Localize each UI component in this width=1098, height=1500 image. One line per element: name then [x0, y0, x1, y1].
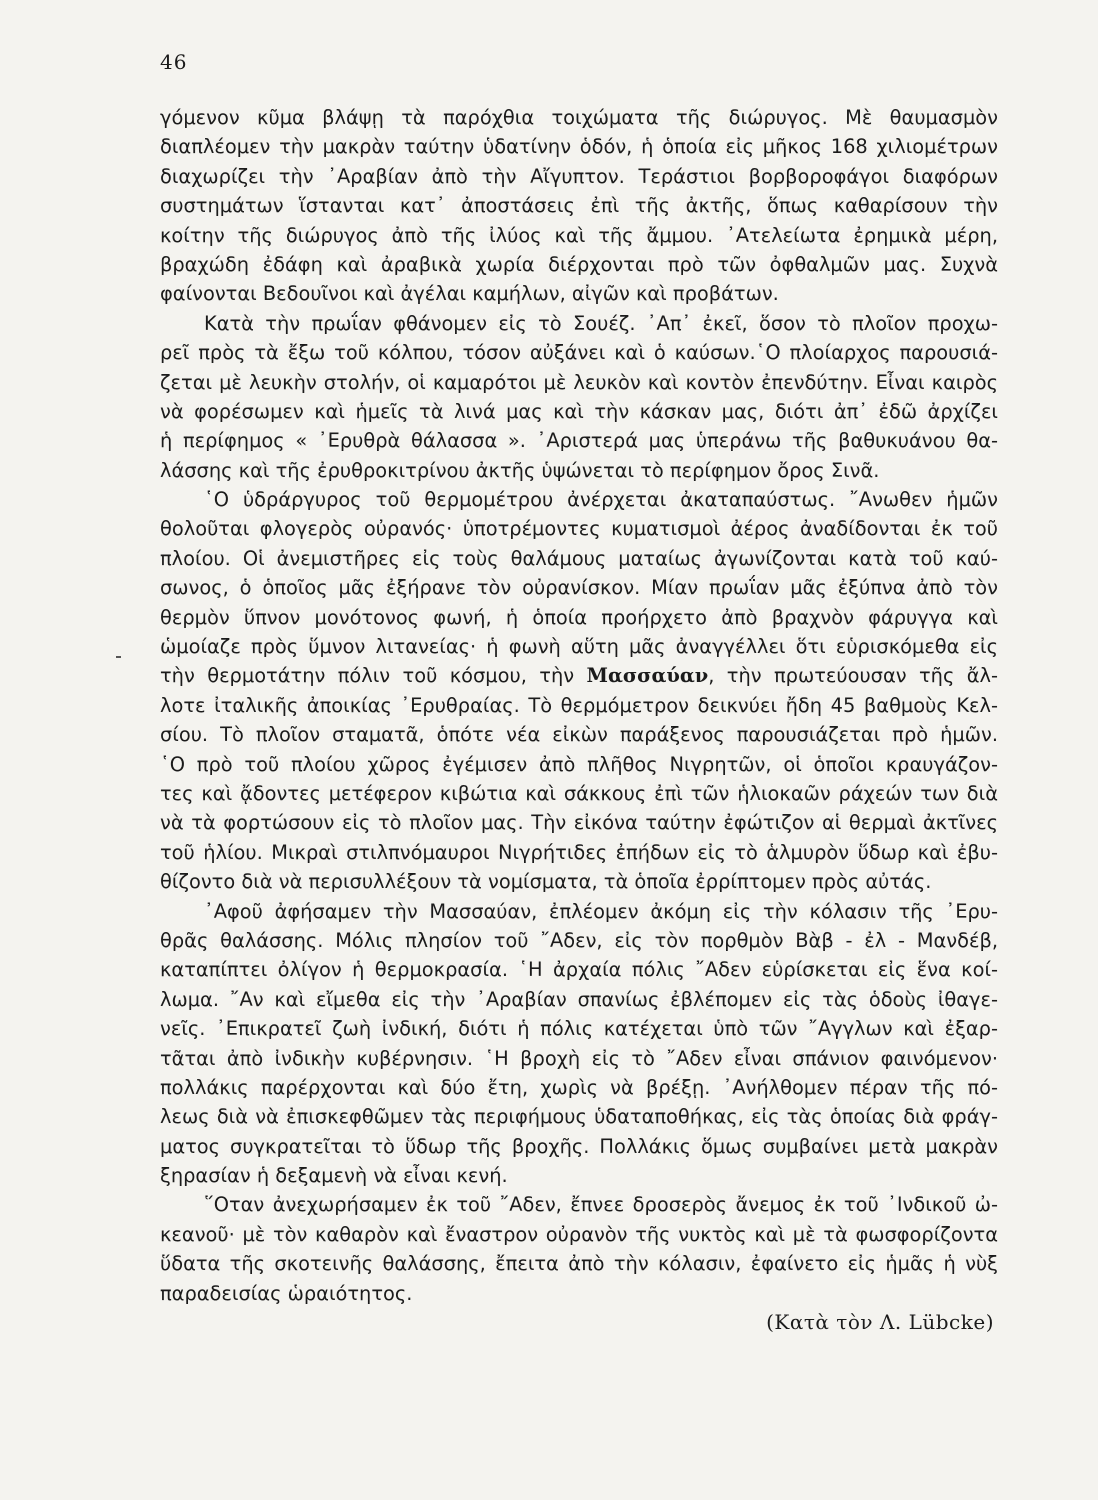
- text-line: καταπίπτει ὀλίγον ἡ θερμοκρασία. ῾Η ἀρχαία πόλις ῎Αδεν εὑρίσκεται εἰς ἕνα κοί-: [160, 958, 998, 982]
- text-line: λοτε ἰταλικῆς ἀποικίας ᾿Ερυθραίας. Τὸ θερμόμετρον δεικνύει ἤδη 45 βαθμοὺς Κελ-: [160, 693, 998, 717]
- text-line: Κατὰ τὴν πρωΐαν φθάνομεν εἰς τὸ Σουέζ. ᾿Απ᾿ ἐκεῖ, ὅσον τὸ πλοῖον προχω-: [204, 311, 998, 335]
- text-line: κοίτην τῆς διώρυγος ἀπὸ τῆς ἰλύος καὶ τῆς ἄμμου. ᾿Ατελείωτα ἐρημικὰ μέρη,: [160, 223, 998, 247]
- text-line: ὡμοίαζε πρὸς ὕμνον λιτανείας· ἡ φωνὴ αὕτη μᾶς ἀναγγέλλει ὅτι εὑρισκόμεθα εἰς: [160, 635, 998, 659]
- text-line: τοῦ ἡλίου. Μικραὶ στιλπνόμαυροι Νιγρήτιδες ἐπήδων εἰς τὸ ἁλμυρὸν ὕδωρ καὶ ἐβυ-: [160, 840, 998, 864]
- text-line: κεανοῦ· μὲ τὸν καθαρὸν καὶ ἔναστρον οὐρανὸν τῆς νυκτὸς καὶ μὲ τὰ φωσφορίζοντα: [160, 1222, 998, 1246]
- text-segment: τὴν θερμοτάτην πόλιν τοῦ κόσμου, τὴν: [160, 664, 587, 688]
- text-line: διαπλέομεν τὴν μακρὰν ταύτην ὑδατίνην ὁδόν, ἡ ὁποία εἰς μῆκος 168 χιλιομέτρων: [160, 135, 998, 159]
- text-line: θρᾶς θαλάσσης. Μόλις πλησίον τοῦ ῎Αδεν, εἰς τὸν πορθμὸν Βὰβ - ἐλ - Μανδέβ,: [160, 928, 998, 952]
- text-line: παραδεισίας ὡραιότητος.: [160, 1281, 413, 1305]
- text-line: γόμενον κῦμα βλάψῃ τὰ παρόχθια τοιχώματα τῆς διώρυγος. Μὲ θαυμασμὸν: [160, 106, 998, 129]
- text-line: νὰ τὰ φορτώσουν εἰς τὸ πλοῖον μας. Τὴν εἰκόνα ταύτην ἐφώτιζον αἱ θερμαὶ ἀκτῖνες: [160, 811, 998, 835]
- text-line: ζεται μὲ λευκὴν στολήν, οἱ καμαρότοι μὲ λευκὸν καὶ κοντὸν ἐπενδύτην. Εἶναι καιρὸς: [160, 370, 998, 394]
- text-line: ῞Οταν ἀνεχωρήσαμεν ἐκ τοῦ ῎Αδεν, ἔπνεε δροσερὸς ἄνεμος ἐκ τοῦ ᾿Ινδικοῦ ὠ-: [204, 1193, 998, 1217]
- text-line: θολοῦται φλογερὸς οὐρανός· ὑποτρέμοντες κυματισμοὶ ἀέρος ἀναδίδονται ἐκ τοῦ: [160, 517, 998, 541]
- text-line: ξηρασίαν ἡ δεξαμενὴ νὰ εἶναι κενή.: [160, 1164, 508, 1188]
- attribution: (Κατὰ τὸν Λ. Lübcke): [766, 1310, 994, 1334]
- text-line: νὰ φορέσωμεν καὶ ἡμεῖς τὰ λινά μας καὶ τὴν κάσκαν μας, διότι ἀπ᾿ ἐδῶ ἀρχίζει: [160, 399, 998, 423]
- text-line: τες καὶ ᾄδοντες μετέφερον κιβώτια καὶ σάκκους ἐπὶ τῶν ἡλιοκαῶν ράχεών των διὰ: [160, 781, 998, 805]
- text-line: συστημάτων ἵστανται κατ᾿ ἀποστάσεις ἐπὶ τῆς ἀκτῆς, ὅπως καθαρίσουν τὴν: [160, 194, 998, 218]
- text-line: φαίνονται Βεδουῖνοι καὶ ἀγέλαι καμήλων, αἰγῶν καὶ προβάτων.: [160, 282, 779, 306]
- text-line: τᾶται ἀπὸ ἰνδικὴν κυβέρνησιν. ῾Η βροχὴ εἰς τὸ ῎Αδεν εἶναι σπάνιον φαινόμενον·: [160, 1046, 998, 1070]
- text-line: νεῖς. ᾿Επικρατεῖ ζωὴ ἰνδική, διότι ἡ πόλις κατέχεται ὑπὸ τῶν ῎Αγγλων καὶ ἐξαρ-: [160, 1017, 998, 1041]
- text-line: ἡ περίφημος « ᾿Ερυθρὰ θάλασσα ». ᾿Αριστερά μας ὑπεράνω τῆς βαθυκυάνου θα-: [160, 429, 998, 453]
- text-line: λάσσης καὶ τῆς ἐρυθροκιτρίνου ἀκτῆς ὑψώνεται τὸ περίφημον ὄρος Σινᾶ.: [160, 458, 880, 482]
- text-line: ῾Ο ὑδράργυρος τοῦ θερμομέτρου ἀνέρχεται ἀκαταπαύστως. ῎Ανωθεν ἡμῶν: [204, 488, 998, 512]
- text-line: σίου. Τὸ πλοῖον σταματᾶ, ὁπότε νέα εἰκὼν παράξενος παρουσιάζεται πρὸ ἡμῶν.: [160, 723, 998, 747]
- text-line: ᾿Αφοῦ ἀφήσαμεν τὴν Μασσαύαν, ἐπλέομεν ἀκόμη εἰς τὴν κόλασιν τῆς ᾿Ερυ-: [204, 899, 998, 923]
- text-line: λωμα. ῎Αν καὶ εἴμεθα εἰς τὴν ᾿Αραβίαν σπανίως ἐβλέπομεν εἰς τὰς ὁδοὺς ἰθαγε-: [160, 987, 998, 1011]
- text-line: [160, 661, 998, 690]
- text-line: βραχώδη ἐδάφη καὶ ἀραβικὰ χωρία διέρχονται πρὸ τῶν ὀφθαλμῶν μας. Συχνὰ: [160, 252, 998, 276]
- text-line: ῾Ο πρὸ τοῦ πλοίου χῶρος ἐγέμισεν ἀπὸ πλῆθος Νιγρητῶν, οἱ ὁποῖοι κραυγάζον-: [160, 752, 998, 776]
- text-line: ὕδατα τῆς σκοτεινῆς θαλάσσης, ἔπειτα ἀπὸ τὴν κόλασιν, ἐφαίνετο εἰς ἡμᾶς ἡ νὺξ: [160, 1252, 998, 1276]
- text-line: πολλάκις παρέρχονται καὶ δύο ἔτη, χωρὶς νὰ βρέξῃ. ᾿Ανήλθομεν πέραν τῆς πό-: [160, 1075, 998, 1099]
- margin-mark: [116, 656, 121, 658]
- text-line: λεως διὰ νὰ ἐπισκεφθῶμεν τὰς περιφήμους ὑδαταποθήκας, εἰς τὰς ὁποίας διὰ φράγ-: [160, 1105, 998, 1129]
- text-line: ρεῖ πρὸς τὰ ἔξω τοῦ κόλπου, τόσον αὐξάνει καὶ ὁ καύσων.῾Ο πλοίαρχος παρουσιά-: [160, 341, 998, 365]
- body-text: [160, 103, 998, 1308]
- bold-city-name: Μασσαύαν: [586, 664, 709, 688]
- text-line: σωνος, ὁ ὁποῖος μᾶς ἐξήρανε τὸν οὐρανίσκον. Μίαν πρωΐαν μᾶς ἐξύπνα ἀπὸ τὸν: [160, 576, 998, 600]
- text-line: ματος συγκρατεῖται τὸ ὕδωρ τῆς βροχῆς. Πολλάκις ὅμως συμβαίνει μετὰ μακρὰν: [160, 1134, 998, 1158]
- text-line: πλοίου. Οἱ ἀνεμιστῆρες εἰς τοὺς θαλάμους ματαίως ἀγωνίζονται κατὰ τοῦ καύ-: [160, 546, 998, 570]
- text-line: θίζοντο διὰ νὰ περισυλλέξουν τὰ νομίσματα, τὰ ὁποῖα ἐρρίπτομεν πρὸς αὐτάς.: [160, 870, 932, 894]
- text-line: διαχωρίζει τὴν ᾿Αραβίαν ἀπὸ τὴν Αἴγυπτον. Τεράστιοι βορβοροφάγοι διαφόρων: [160, 164, 998, 188]
- text-segment: , τὴν πρωτεύουσαν τῆς ἄλ-: [708, 664, 998, 688]
- page-number: 46: [160, 50, 188, 74]
- text-line: θερμὸν ὕπνον μονότονος φωνή, ἡ ὁποία προήρχετο ἀπὸ βραχνὸν φάρυγγα καὶ: [160, 605, 998, 629]
